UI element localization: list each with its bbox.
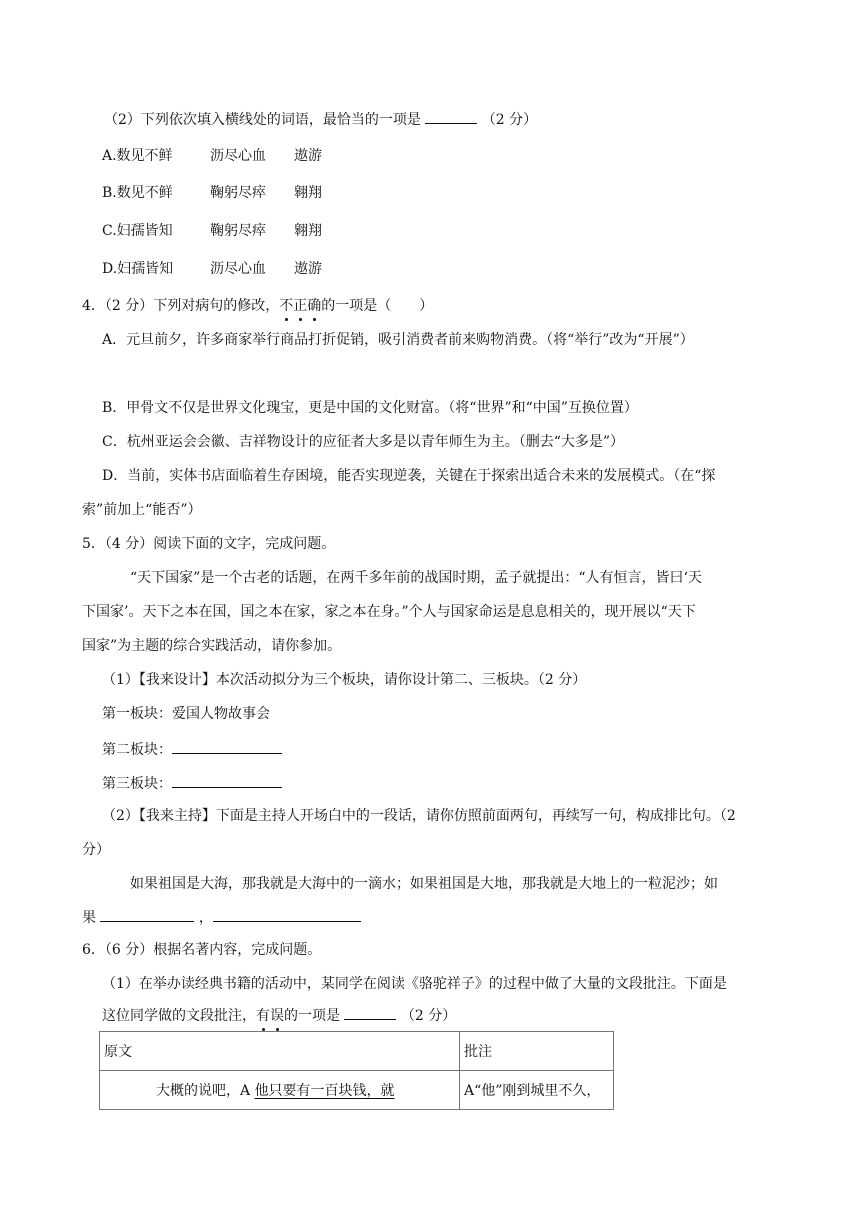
emphasis-char: 有: [256, 1008, 270, 1024]
q3-2-option-b: B.数见不鲜 鞠躬尽瘁 翱翔: [102, 185, 322, 201]
q4-option-d-line1: D．当前，实体书店面临着生存困境，能否实现逆袭，关键在于探索出适合未来的发展模式。（在“探: [102, 468, 716, 484]
emphasis-char: 正: [293, 298, 308, 314]
table-header-row: [100, 1032, 614, 1071]
emphasis-char: 不: [279, 298, 294, 314]
q4-option-c: C．杭州亚运会会徽、吉祥物设计的应征者大多是以青年师生为主。（删去“大多是”）: [102, 434, 625, 450]
q4-option-a: A．元旦前夕，许多商家举行商品打折促销，吸引消费者前来购物消费。（将“举行”改为“开展”）: [102, 332, 694, 348]
q5-block1: 第一板块：爱国人物故事会: [102, 706, 270, 722]
q5-passage-line1: “天下国家”是一个古老的话题，在两千多年前的战国时期，孟子就提出：“人有恒言，皆曰‘天: [130, 570, 702, 586]
q3-2-stem: （2）下列依次填入横线处的词语，最恰当的一项是 （2 分）: [104, 108, 537, 130]
emphasis-char: 误: [270, 1008, 284, 1024]
q5-passage-line2: 下国家’。天下之本在国，国之本在家，家之本在身。”个人与国家命运是息息相关的，现开展以“天下: [82, 604, 696, 620]
q5-sub2-line2: 分）: [82, 842, 110, 858]
q6-sub1-line1: （1）在举办读经典书籍的活动中，某同学在阅读《骆驼祥子》的过程中做了大量的文段批注。下面是: [102, 976, 727, 992]
q3-2-option-a: A.数见不鲜 沥尽心血 遨游: [102, 148, 322, 164]
q5-sample-line2: 果 ，: [82, 906, 361, 928]
answer-blank: [100, 906, 194, 922]
q5-sub1: （1）【我来设计】本次活动拟分为三个板块，请你设计第二、三板块。（2 分）: [102, 672, 587, 688]
q4-stem: 4．（2 分）下列对病句的修改，不正确的一项是（ ）: [82, 298, 434, 314]
table-header-original: 原文: [100, 1032, 460, 1071]
q5-block2: 第二板块：: [102, 738, 282, 760]
q4-option-d-line2: 索”前加上“能否”）: [82, 502, 202, 518]
q3-2-option-c: C.妇孺皆知 鞠躬尽瘁 翱翔: [102, 223, 322, 239]
table-row: [100, 1071, 614, 1110]
q5-block3: 第三板块：: [102, 772, 282, 794]
annotation-table: [99, 1031, 614, 1110]
q5-sub2-line1: （2）【我来主持】下面是主持人开场白中的一段话，请你仿照前面两句，再续写一句，构成排比句。（2: [102, 808, 736, 824]
q6-stem: 6．（6 分）根据名著内容，完成问题。: [82, 942, 322, 958]
table-cell-original: 大概的说吧，A 他只要有一百块钱，就: [100, 1071, 460, 1110]
table-header-annotation: 批注: [460, 1032, 614, 1071]
answer-blank: [344, 1004, 396, 1020]
answer-blank: [213, 906, 361, 922]
q3-2-option-d: D.妇孺皆知 沥尽心血 遨游: [102, 261, 322, 277]
q5-sample-line1: 如果祖国是大海，那我就是大海中的一滴水；如果祖国是大地，那我就是大地上的一粒泥沙；如: [130, 876, 718, 892]
q6-sub1-line2: 这位同学做的文段批注，有误的一项是 （2 分）: [102, 1004, 456, 1026]
answer-blank: [172, 772, 282, 788]
q4-option-b: B．甲骨文不仅是世界文化瑰宝，更是中国的文化财富。（将“世界”和“中国”互换位置）: [102, 400, 638, 416]
q5-stem: 5．（4 分）阅读下面的文字，完成问题。: [82, 536, 336, 552]
answer-blank: [425, 108, 477, 124]
answer-blank: [172, 738, 282, 754]
q5-passage-line3: 国家”为主题的综合实践活动，请你参加。: [82, 638, 342, 654]
table-cell-annotation: A“他”刚到城里不久，: [460, 1071, 614, 1110]
emphasis-char: 确: [307, 298, 322, 314]
